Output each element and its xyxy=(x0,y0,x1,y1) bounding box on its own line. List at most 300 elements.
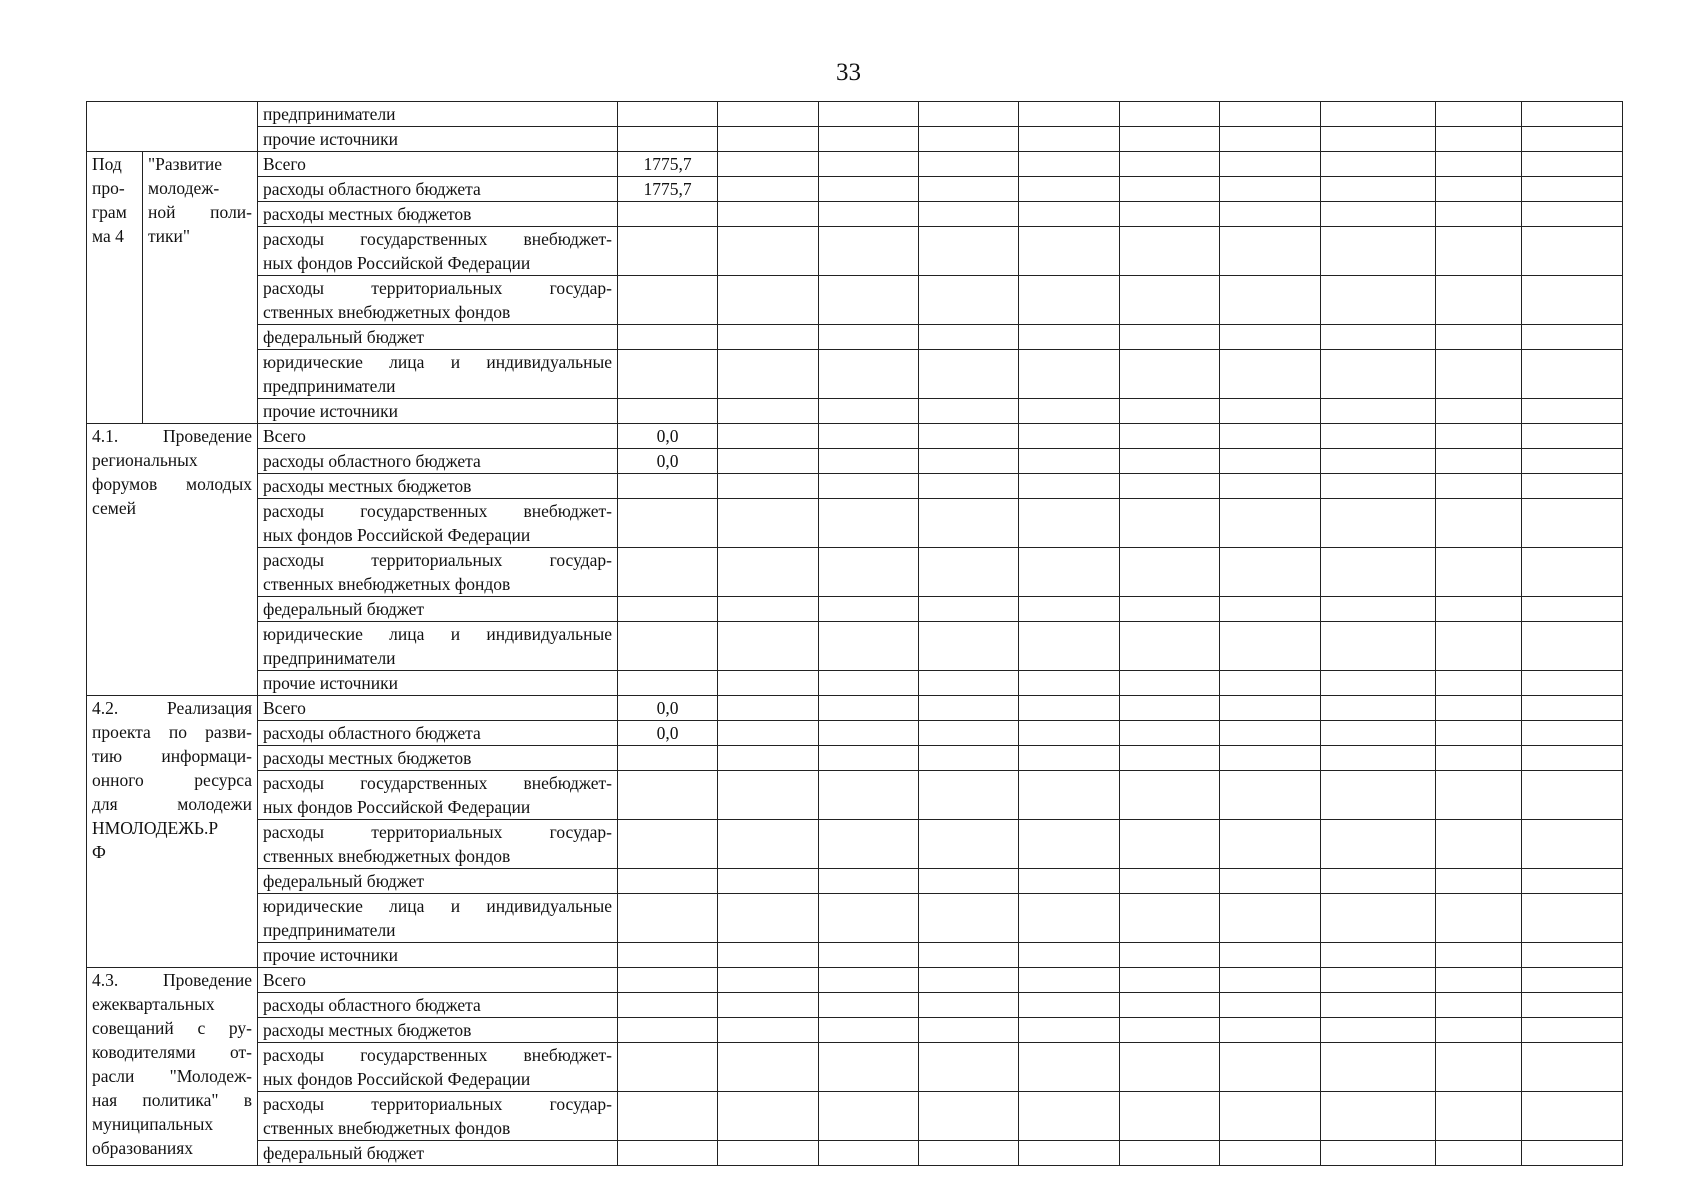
empty-cell xyxy=(1321,968,1436,993)
empty-cell xyxy=(919,177,1019,202)
empty-cell xyxy=(819,449,919,474)
empty-cell xyxy=(1436,1018,1522,1043)
empty-cell xyxy=(1220,820,1321,869)
empty-cell xyxy=(718,474,819,499)
empty-cell xyxy=(1321,499,1436,548)
value-cell xyxy=(618,350,718,399)
measure-title xyxy=(87,424,258,696)
empty-cell xyxy=(1321,820,1436,869)
empty-cell xyxy=(1436,869,1522,894)
empty-cell xyxy=(1522,746,1623,771)
empty-cell xyxy=(819,968,919,993)
title-line: НМОЛОДЕЖЬ.Р xyxy=(92,818,219,838)
value-cell: 0,0 xyxy=(618,721,718,746)
empty-cell xyxy=(1522,1043,1623,1092)
source-cell xyxy=(258,1092,618,1141)
empty-cell xyxy=(1522,968,1623,993)
title-line: ной поли- xyxy=(148,202,252,222)
empty-cell xyxy=(1321,696,1436,721)
value-cell xyxy=(618,869,718,894)
empty-cell xyxy=(1522,350,1623,399)
empty-cell xyxy=(819,721,919,746)
title-line: грам xyxy=(92,202,127,222)
empty-cell xyxy=(1522,474,1623,499)
empty-cell xyxy=(1120,894,1220,943)
empty-cell xyxy=(1220,325,1321,350)
empty-cell xyxy=(919,350,1019,399)
empty-cell xyxy=(1120,721,1220,746)
empty-cell xyxy=(718,597,819,622)
empty-cell xyxy=(1019,1141,1120,1166)
source-cell: Всего xyxy=(258,152,618,177)
value-cell xyxy=(618,943,718,968)
empty-cell xyxy=(919,152,1019,177)
subprogram-code xyxy=(87,152,143,424)
empty-cell xyxy=(1220,177,1321,202)
empty-cell xyxy=(1220,152,1321,177)
empty-cell xyxy=(819,771,919,820)
empty-cell xyxy=(1220,869,1321,894)
empty-cell xyxy=(819,746,919,771)
empty-cell xyxy=(919,622,1019,671)
empty-cell xyxy=(1220,943,1321,968)
empty-cell xyxy=(1220,424,1321,449)
source-cell: федеральный бюджет xyxy=(258,1141,618,1166)
empty-cell xyxy=(819,597,919,622)
empty-cell xyxy=(1321,449,1436,474)
empty-cell xyxy=(1120,993,1220,1018)
empty-cell xyxy=(1220,771,1321,820)
table-row xyxy=(87,943,1623,968)
empty-cell xyxy=(819,227,919,276)
empty-cell xyxy=(1522,1092,1623,1141)
source-cell: расходы местных бюджетов xyxy=(258,474,618,499)
empty-cell xyxy=(1120,671,1220,696)
empty-cell xyxy=(1019,597,1120,622)
table-row xyxy=(87,424,1623,449)
title-line: ма 4 xyxy=(92,226,124,246)
empty-cell xyxy=(1522,1141,1623,1166)
title-line: 4.3. Проведение xyxy=(92,970,252,990)
empty-cell xyxy=(1120,424,1220,449)
value-cell xyxy=(618,1141,718,1166)
empty-cell xyxy=(1522,943,1623,968)
empty-cell xyxy=(1522,894,1623,943)
empty-cell xyxy=(1120,771,1220,820)
empty-cell xyxy=(1321,771,1436,820)
empty-cell xyxy=(1120,152,1220,177)
source-cell xyxy=(258,227,618,276)
empty-cell xyxy=(1436,1141,1522,1166)
empty-cell xyxy=(1120,820,1220,869)
title-line: "Развитие xyxy=(148,154,222,174)
table-row xyxy=(87,771,1623,820)
source-cell: расходы местных бюджетов xyxy=(258,202,618,227)
empty-cell xyxy=(718,696,819,721)
title-line: форумов молодых xyxy=(92,474,252,494)
empty-cell xyxy=(919,993,1019,1018)
empty-cell xyxy=(919,548,1019,597)
empty-cell xyxy=(1220,696,1321,721)
empty-cell xyxy=(919,696,1019,721)
empty-cell xyxy=(819,399,919,424)
source-cell xyxy=(258,276,618,325)
empty-cell xyxy=(1220,721,1321,746)
empty-cell xyxy=(1019,424,1120,449)
empty-cell xyxy=(1019,820,1120,869)
empty-cell xyxy=(1019,869,1120,894)
table-row xyxy=(87,894,1623,943)
empty-cell xyxy=(919,424,1019,449)
empty-cell xyxy=(1019,622,1120,671)
empty-cell xyxy=(819,350,919,399)
value-cell xyxy=(618,771,718,820)
empty-cell xyxy=(718,622,819,671)
table-row xyxy=(87,1043,1623,1092)
empty-cell xyxy=(718,746,819,771)
source-cell: расходы областного бюджета xyxy=(258,721,618,746)
title-line: 4.2. Реализация xyxy=(92,698,252,718)
measure-title xyxy=(87,968,258,1166)
empty-cell xyxy=(1321,894,1436,943)
value-cell xyxy=(618,894,718,943)
empty-cell xyxy=(1120,696,1220,721)
empty-cell xyxy=(1321,1092,1436,1141)
empty-cell xyxy=(819,1018,919,1043)
source-line: расходы территориальных государ- xyxy=(263,278,612,298)
empty-cell xyxy=(1019,894,1120,943)
empty-cell xyxy=(1220,474,1321,499)
empty-cell xyxy=(919,597,1019,622)
empty-cell xyxy=(819,325,919,350)
empty-cell xyxy=(1321,943,1436,968)
source-line: ственных внебюджетных фондов xyxy=(263,1118,511,1138)
empty-cell xyxy=(1120,399,1220,424)
source-cell xyxy=(258,771,618,820)
empty-cell xyxy=(919,399,1019,424)
empty-cell xyxy=(1436,746,1522,771)
value-cell xyxy=(618,499,718,548)
empty-cell xyxy=(1321,350,1436,399)
source-cell: прочие источники xyxy=(258,127,618,152)
value-cell xyxy=(618,746,718,771)
empty-cell xyxy=(1436,1043,1522,1092)
table-row xyxy=(87,1092,1623,1141)
value-cell xyxy=(618,474,718,499)
empty-cell xyxy=(1522,820,1623,869)
title-line: региональных xyxy=(92,450,198,470)
empty-cell xyxy=(1019,227,1120,276)
value-cell xyxy=(618,671,718,696)
empty-cell xyxy=(1436,499,1522,548)
source-line: расходы государственных внебюджет- xyxy=(263,229,612,249)
empty-cell xyxy=(1522,597,1623,622)
empty-cell xyxy=(1220,746,1321,771)
empty-cell xyxy=(1019,943,1120,968)
empty-cell xyxy=(1120,943,1220,968)
empty-cell xyxy=(718,127,819,152)
table-row xyxy=(87,993,1623,1018)
value-cell: 0,0 xyxy=(618,449,718,474)
empty-cell xyxy=(919,202,1019,227)
empty-cell xyxy=(1019,474,1120,499)
empty-cell xyxy=(819,202,919,227)
table-row xyxy=(87,721,1623,746)
empty-cell xyxy=(1436,424,1522,449)
empty-cell xyxy=(1120,622,1220,671)
value-cell xyxy=(618,548,718,597)
empty-cell xyxy=(819,1141,919,1166)
empty-cell xyxy=(1522,127,1623,152)
source-cell: прочие источники xyxy=(258,671,618,696)
empty-cell xyxy=(1019,1018,1120,1043)
table-row xyxy=(87,202,1623,227)
empty-cell xyxy=(1321,276,1436,325)
empty-cell xyxy=(1321,671,1436,696)
empty-cell xyxy=(718,771,819,820)
value-cell: 1775,7 xyxy=(618,152,718,177)
continuation-cell xyxy=(87,102,258,152)
value-cell xyxy=(618,1043,718,1092)
source-cell: федеральный бюджет xyxy=(258,869,618,894)
title-line: проекта по разви- xyxy=(92,722,252,742)
empty-cell xyxy=(919,1141,1019,1166)
empty-cell xyxy=(1120,202,1220,227)
empty-cell xyxy=(1220,1043,1321,1092)
empty-cell xyxy=(1321,202,1436,227)
empty-cell xyxy=(1220,102,1321,127)
source-line: предприниматели xyxy=(263,376,396,396)
empty-cell xyxy=(1019,276,1120,325)
source-line: ных фондов Российской Федерации xyxy=(263,797,531,817)
source-cell xyxy=(258,350,618,399)
page-number: 33 xyxy=(836,59,861,86)
empty-cell xyxy=(1522,227,1623,276)
empty-cell xyxy=(718,869,819,894)
empty-cell xyxy=(919,474,1019,499)
title-line: расли "Молодеж- xyxy=(92,1066,252,1086)
empty-cell xyxy=(1321,1043,1436,1092)
empty-cell xyxy=(1120,1092,1220,1141)
title-line: образованиях xyxy=(92,1138,194,1158)
empty-cell xyxy=(1321,1018,1436,1043)
empty-cell xyxy=(1321,127,1436,152)
source-line: расходы государственных внебюджет- xyxy=(263,773,612,793)
empty-cell xyxy=(1522,499,1623,548)
empty-cell xyxy=(1220,227,1321,276)
empty-cell xyxy=(718,820,819,869)
value-cell: 0,0 xyxy=(618,696,718,721)
empty-cell xyxy=(1220,968,1321,993)
empty-cell xyxy=(718,325,819,350)
value-cell xyxy=(618,622,718,671)
title-line: семей xyxy=(92,498,136,518)
table-row xyxy=(87,177,1623,202)
source-cell: прочие источники xyxy=(258,399,618,424)
empty-cell xyxy=(718,227,819,276)
value-cell xyxy=(618,597,718,622)
empty-cell xyxy=(1019,202,1120,227)
source-cell xyxy=(258,1043,618,1092)
empty-cell xyxy=(1436,227,1522,276)
empty-cell xyxy=(1436,993,1522,1018)
empty-cell xyxy=(1321,869,1436,894)
empty-cell xyxy=(1220,993,1321,1018)
value-cell xyxy=(618,202,718,227)
title-line: 4.1. Проведение xyxy=(92,426,252,446)
empty-cell xyxy=(1019,449,1120,474)
empty-cell xyxy=(1436,622,1522,671)
empty-cell xyxy=(718,499,819,548)
table-row xyxy=(87,597,1623,622)
empty-cell xyxy=(1220,350,1321,399)
empty-cell xyxy=(1019,1043,1120,1092)
empty-cell xyxy=(1321,746,1436,771)
empty-cell xyxy=(1522,993,1623,1018)
source-cell xyxy=(258,548,618,597)
empty-cell xyxy=(718,399,819,424)
empty-cell xyxy=(1321,325,1436,350)
source-line: предприниматели xyxy=(263,920,396,940)
title-line: ководителями от- xyxy=(92,1042,252,1062)
source-line: расходы территориальных государ- xyxy=(263,550,612,570)
empty-cell xyxy=(1436,597,1522,622)
empty-cell xyxy=(919,721,1019,746)
source-line: юридические лица и индивидуальные xyxy=(263,896,612,916)
empty-cell xyxy=(718,943,819,968)
source-cell xyxy=(258,499,618,548)
source-line: предприниматели xyxy=(263,648,396,668)
value-cell: 0,0 xyxy=(618,424,718,449)
empty-cell xyxy=(718,968,819,993)
title-line: Под xyxy=(92,154,122,174)
empty-cell xyxy=(919,127,1019,152)
source-cell: Всего xyxy=(258,968,618,993)
empty-cell xyxy=(1220,894,1321,943)
empty-cell xyxy=(1220,499,1321,548)
empty-cell xyxy=(1019,746,1120,771)
empty-cell xyxy=(1436,968,1522,993)
empty-cell xyxy=(718,548,819,597)
empty-cell xyxy=(819,869,919,894)
source-line: расходы территориальных государ- xyxy=(263,822,612,842)
empty-cell xyxy=(1019,399,1120,424)
source-line: расходы территориальных государ- xyxy=(263,1094,612,1114)
empty-cell xyxy=(919,894,1019,943)
source-line: ственных внебюджетных фондов xyxy=(263,574,511,594)
empty-cell xyxy=(919,869,1019,894)
empty-cell xyxy=(919,820,1019,869)
empty-cell xyxy=(819,276,919,325)
empty-cell xyxy=(819,548,919,597)
table-row xyxy=(87,869,1623,894)
empty-cell xyxy=(1220,127,1321,152)
table-row xyxy=(87,102,1623,127)
table-row xyxy=(87,746,1623,771)
empty-cell xyxy=(919,1092,1019,1141)
empty-cell xyxy=(1120,177,1220,202)
empty-cell xyxy=(1436,771,1522,820)
empty-cell xyxy=(1522,177,1623,202)
value-cell xyxy=(618,1018,718,1043)
table-row xyxy=(87,350,1623,399)
title-line: совещаний с ру- xyxy=(92,1018,252,1038)
source-line: расходы государственных внебюджет- xyxy=(263,501,612,521)
empty-cell xyxy=(919,671,1019,696)
source-cell: предприниматели xyxy=(258,102,618,127)
table-row xyxy=(87,449,1623,474)
empty-cell xyxy=(1522,276,1623,325)
empty-cell xyxy=(1436,276,1522,325)
empty-cell xyxy=(1120,499,1220,548)
value-cell xyxy=(618,399,718,424)
empty-cell xyxy=(1436,671,1522,696)
empty-cell xyxy=(718,152,819,177)
table-row xyxy=(87,1141,1623,1166)
empty-cell xyxy=(1522,424,1623,449)
empty-cell xyxy=(1019,350,1120,399)
empty-cell xyxy=(1436,449,1522,474)
empty-cell xyxy=(919,746,1019,771)
empty-cell xyxy=(1120,276,1220,325)
empty-cell xyxy=(819,424,919,449)
empty-cell xyxy=(1019,177,1120,202)
empty-cell xyxy=(919,943,1019,968)
empty-cell xyxy=(1522,152,1623,177)
value-cell: 1775,7 xyxy=(618,177,718,202)
empty-cell xyxy=(919,771,1019,820)
value-cell xyxy=(618,227,718,276)
empty-cell xyxy=(1436,474,1522,499)
funding-table xyxy=(86,101,1623,1166)
empty-cell xyxy=(718,449,819,474)
empty-cell xyxy=(1436,943,1522,968)
source-line: расходы государственных внебюджет- xyxy=(263,1045,612,1065)
source-cell xyxy=(258,820,618,869)
empty-cell xyxy=(718,721,819,746)
empty-cell xyxy=(819,993,919,1018)
value-cell xyxy=(618,276,718,325)
empty-cell xyxy=(1321,474,1436,499)
empty-cell xyxy=(1321,622,1436,671)
source-cell: федеральный бюджет xyxy=(258,325,618,350)
empty-cell xyxy=(1220,399,1321,424)
empty-cell xyxy=(1019,993,1120,1018)
empty-cell xyxy=(919,227,1019,276)
empty-cell xyxy=(1120,548,1220,597)
empty-cell xyxy=(1019,325,1120,350)
table-row xyxy=(87,820,1623,869)
source-cell: расходы областного бюджета xyxy=(258,449,618,474)
empty-cell xyxy=(919,1018,1019,1043)
source-cell xyxy=(258,622,618,671)
empty-cell xyxy=(1019,548,1120,597)
empty-cell xyxy=(1436,177,1522,202)
empty-cell xyxy=(1019,102,1120,127)
empty-cell xyxy=(1120,1141,1220,1166)
empty-cell xyxy=(1019,771,1120,820)
empty-cell xyxy=(1019,696,1120,721)
table-row xyxy=(87,474,1623,499)
empty-cell xyxy=(819,127,919,152)
empty-cell xyxy=(919,102,1019,127)
empty-cell xyxy=(1321,548,1436,597)
empty-cell xyxy=(718,102,819,127)
empty-cell xyxy=(1321,721,1436,746)
empty-cell xyxy=(1436,152,1522,177)
empty-cell xyxy=(1120,325,1220,350)
empty-cell xyxy=(1220,276,1321,325)
